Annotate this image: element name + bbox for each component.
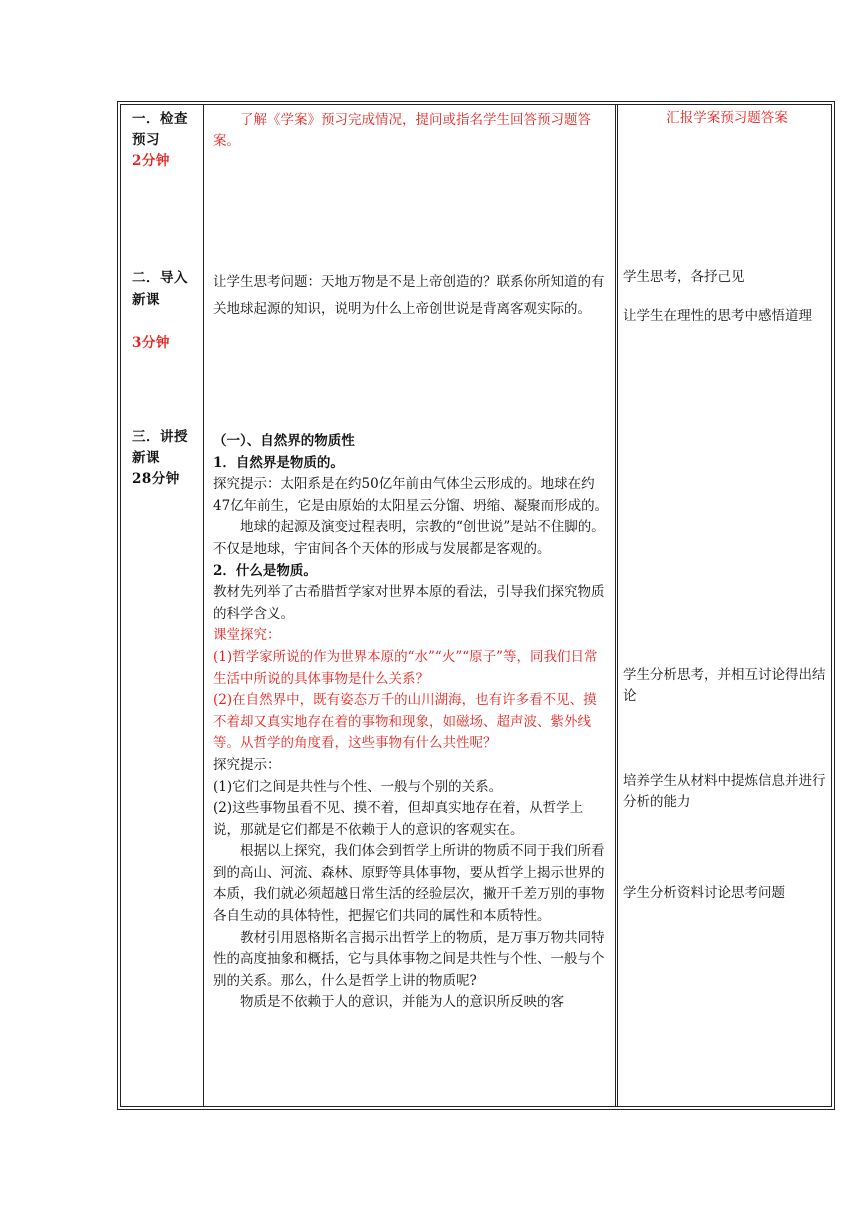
student-text: 学生分析思考，并相互讨论得出结论 [623,667,826,704]
section-heading: （一）、自然界的物质性 [213,433,355,449]
question: (2)在自然界中，既有姿态万千的山川湖海，也有许多看不见、摸不着却又真实地存在着的事物和现象，如磁场、超声波、紫外线等。从哲学的角度看，这些事物有什么共性呢？ [213,692,597,752]
point-heading: 1．自然界是物质的。 [213,454,344,471]
answer: (2)这些事物虽看不见、摸不着，但却真实地存在着，从哲学上说，那就是它们都是不依赖于人的意识的客观实在。 [213,800,584,838]
student-activity-teach [623,771,831,813]
student-activity-teach [623,883,831,904]
student-activity-teach [623,665,831,707]
lesson-plan-table [120,104,832,1107]
stage-cell-review [132,109,200,172]
point-heading: 2．什么是物质。 [213,562,317,579]
stage-title: 三．讲授新课 [132,429,188,466]
student-text: 学生思考，各抒己见 [623,269,745,285]
student-activity-review [623,108,831,129]
column-divider [203,105,204,1106]
stage-time: 2分钟 [132,153,170,169]
question: (1)哲学家所说的作为世界本原的“水”“火”“原子”等，同我们日常生活中所说的具体事物是什么关系？ [213,648,598,687]
answer: (1)它们之间是共性与个性、一般与个别的关系。 [213,778,503,795]
paragraph: 教材引用恩格斯名言揭示出哲学上的物质，是万事万物共同特性的高度抽象和概括，它与具体事物之间是共性与个性、一般与个别的关系。那么，什么是哲学上讲的物质呢? [213,929,605,989]
teacher-activity-review [213,110,609,152]
stage-title: 二．导入新课 [132,270,188,308]
paragraph: 探究提示：太阳系是在约50亿年前由气体尘云形成的。地球在约47亿年前生，它是由原始的太阳星云分馏、坍缩、凝聚而形成的。 [213,476,609,514]
stage-time: 3分钟 [132,335,170,351]
paragraph: 根据以上探究，我们体会到哲学上所讲的物质不同于我们所看到的高山、河流、森林、原野等具体事物，要从哲学上揭示世界的本质，我们就必须超越日常生活的经验层次，撇开千差万别的事物各自生动的具体特性，把握它们共同的属性和本质特性。 [213,843,605,925]
stage-cell-intro [132,267,200,354]
stage-cell-teach [132,427,200,490]
student-text: 学生分析资料讨论思考问题 [623,885,785,901]
teacher-activity-teach [213,431,609,1014]
paragraph: 地球的起源及演变过程表明，宗教的“创世说”是站不住脚的。不仅是地球，宇宙间各个天体的形成与发展都是客观的。 [213,519,605,557]
teacher-text: 让学生思考问题：天地万物是不是上帝创造的？联系你所知道的有关地球起源的知识，说明为什么上帝创世说是背离客观实际的。 [213,274,605,317]
student-activity-intro [623,267,831,327]
teacher-text: 了解《学案》预习完成情况，提问或指名学生回答预习题答案。 [213,112,591,149]
column-divider [615,105,616,1106]
student-text: 汇报学案预习题答案 [666,110,788,126]
paragraph: 物质是不依赖于人的意识，并能为人的意识所反映的客 [240,994,564,1011]
stage-time: 28分钟 [132,471,180,487]
class-explore-label: 课堂探究： [213,627,281,644]
stage-title: 一．检查预习 [132,111,188,148]
student-text: 培养学生从材料中提炼信息并进行分析的能力 [623,773,826,810]
hint-label: 探究提示： [213,756,281,773]
student-text: 让学生在理性的思考中感悟道理 [623,308,812,324]
teacher-activity-intro [213,269,609,323]
paragraph: 教材先列举了古希腊哲学家对世界本原的看法，引导我们探究物质的科学含义。 [213,584,605,622]
